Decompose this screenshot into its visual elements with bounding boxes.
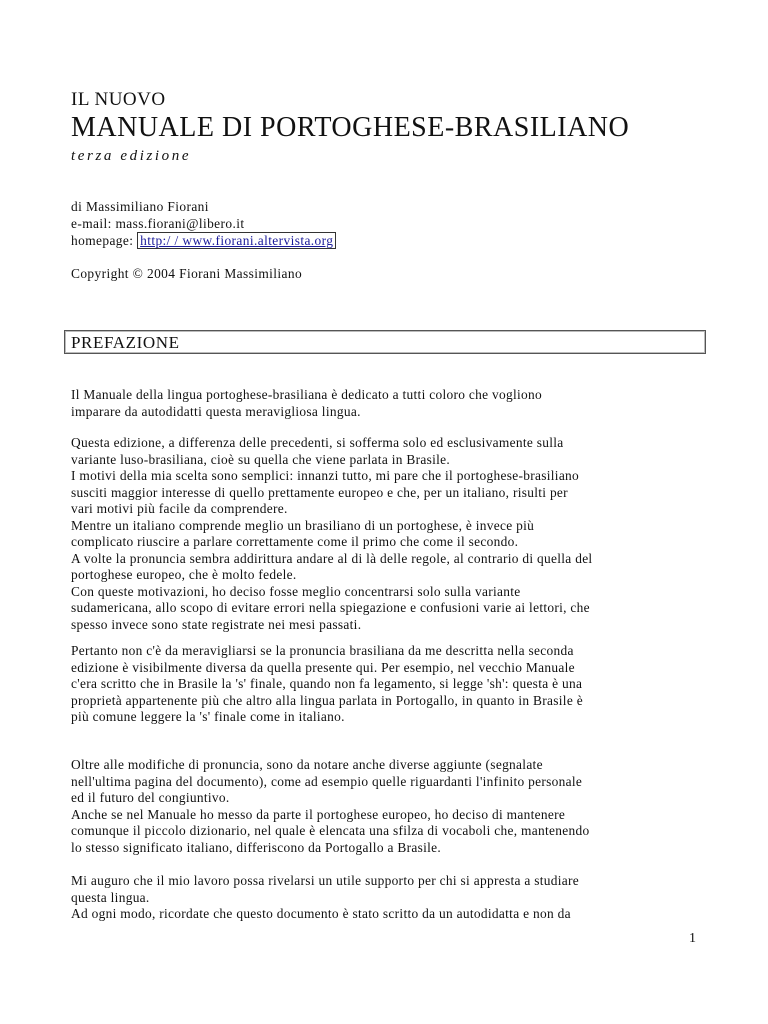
- text-line: Pertanto non c'è da meravigliarsi se la pronuncia brasiliana da me descritta nella seconda: [71, 643, 574, 658]
- document-edition: terza edizione: [71, 148, 192, 164]
- text-line: Oltre alle modifiche di pronuncia, sono da notare anche diverse aggiunte (segnalate: [71, 757, 543, 772]
- text-line: lo stesso significato italiano, differiscono da Portogallo a Brasile.: [71, 839, 442, 855]
- text-line: c'era scritto che in Brasile la 's' finale, quando non fa legamento, si legge 'sh': questa è una: [71, 676, 583, 691]
- text-line: più comune leggere la 's' finale come in italiano.: [71, 709, 345, 724]
- text-line: I motivi della mia scelta sono semplici: innanzi tutto, mi pare che il portoghese-brasiliano: [71, 468, 580, 483]
- homepage-link[interactable]: http:/ / www.fiorani.altervista.org: [137, 232, 336, 249]
- text-line: nell'ultima pagina del documento), come ad esempio quelle riguardanti l'infinito personale: [71, 773, 583, 789]
- text-line: Con queste motivazioni, ho deciso fosse meglio concentrarsi solo sulla variante: [71, 583, 521, 599]
- page-number: 1: [689, 931, 696, 946]
- paragraph-5: [71, 873, 711, 923]
- text-line: Mi auguro che il mio lavoro possa rivelarsi un utile supporto per chi si appresta a studiare: [71, 873, 580, 888]
- text-line: imparare da autodidatti questa meravigliosa lingua.: [71, 403, 361, 419]
- paragraph-4: [71, 757, 711, 856]
- text-line: Mentre un italiano comprende meglio un brasiliano di un portoghese, è invece più: [71, 517, 535, 533]
- document-title: MANUALE DI PORTOGHESE-BRASILIANO: [71, 112, 630, 143]
- document-pre-title: IL NUOVO: [71, 89, 166, 110]
- text-line: questa lingua.: [71, 889, 150, 905]
- text-line: sudamericana, allo scopo di evitare errori nella spiegazione e confusioni varie ai lettori, che: [71, 600, 590, 615]
- homepage-line: [71, 232, 336, 249]
- section-title: PREFAZIONE: [71, 333, 180, 352]
- text-line: vari motivi più facile da comprendere.: [71, 501, 288, 516]
- text-line: complicato riuscire a parlare correttamente come il primo che come il secondo.: [71, 534, 519, 549]
- text-line: portoghese europeo, che è molto fedele.: [71, 567, 297, 582]
- text-line: edizione è visibilmente diversa da quella presente qui. Per esempio, nel vecchio Manuale: [71, 659, 575, 675]
- text-line: proprietà appartenente più che altro alla lingua parlata in Portogallo, in quanto in Brasile è: [71, 692, 583, 708]
- text-line: Ad ogni modo, ricordate che questo documento è stato scritto da un autodidatta e non da: [71, 906, 571, 921]
- text-line: Questa edizione, a differenza delle precedenti, si sofferma solo ed esclusivamente sulla: [71, 435, 564, 450]
- homepage-label: homepage:: [71, 233, 134, 248]
- author-line: di Massimiliano Fiorani: [71, 199, 209, 214]
- text-line: Anche se nel Manuale ho messo da parte il portoghese europeo, ho deciso di mantenere: [71, 806, 566, 822]
- text-line: ed il futuro del congiuntivo.: [71, 790, 230, 805]
- text-line: susciti maggior interesse di quello prettamente europeo e che, per un italiano, risulti per: [71, 484, 568, 500]
- paragraph-1: [71, 387, 711, 420]
- text-line: spesso invece sono state registrate nei mesi passati.: [71, 616, 362, 632]
- text-line: Il Manuale della lingua portoghese-brasiliana è dedicato a tutti coloro che vogliono: [71, 387, 543, 402]
- text-line: A volte la pronuncia sembra addirittura andare al di là delle regole, al contrario di quella del: [71, 550, 593, 566]
- section-header-box: [64, 330, 706, 354]
- email-line: e-mail: mass.fiorani@libero.it: [71, 216, 245, 231]
- text-line: variante luso-brasiliana, cioè su quella che viene parlata in Brasile.: [71, 451, 451, 467]
- paragraph-3: [71, 643, 711, 726]
- copyright-line: Copyright © 2004 Fiorani Massimiliano: [71, 266, 303, 281]
- text-line: comunque il piccolo dizionario, nel quale è elencata una sfilza di vocaboli che, mantenendo: [71, 823, 590, 838]
- paragraph-2: [71, 435, 711, 633]
